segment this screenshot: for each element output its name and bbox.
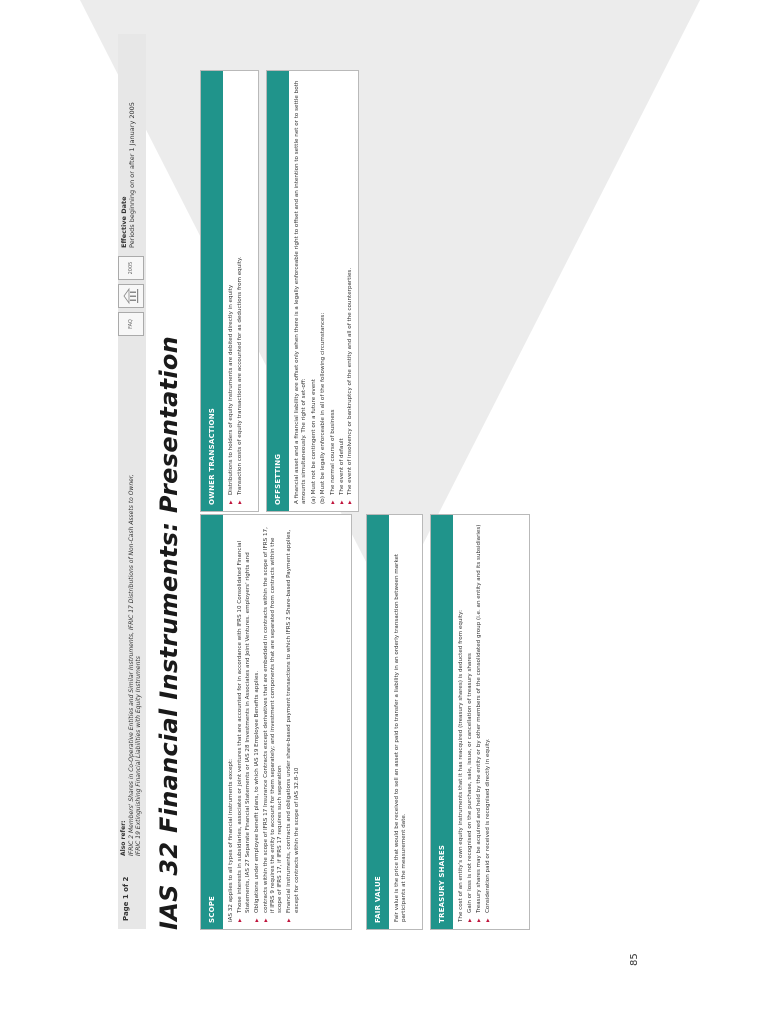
fair-value-content <box>389 515 415 929</box>
also-refer-line-2: IFRIC 19 Extinguishing Financial Liabilities with Equity Instruments <box>135 656 143 856</box>
scope-list <box>237 522 301 922</box>
fair-value-section <box>366 514 423 930</box>
list-item: ▶ Distributions to holders of equity instruments are debited directly in equity <box>228 78 235 504</box>
page-title: IAS 32 Financial Instruments: Presentation <box>155 335 183 930</box>
fair-value-heading: FAIR VALUE <box>367 515 389 929</box>
scope-intro: IAS 32 applies to all types of financial instruments except: <box>228 758 234 922</box>
page-label: Page 1 of 2 <box>122 876 130 921</box>
offsetting-section <box>266 70 359 512</box>
list-item: ▶ Those interests in subsidiaries, associates or joint ventures that are accounted for in accordance with IFRS 10 Consolidated Financial Statements, IAS 27 Separate Financial Statements or IAS 28 Investments in Associates and Joint Ventures. employers' rights and <box>237 522 252 922</box>
offsetting-heading: OFFSETTING <box>267 71 289 511</box>
scope-content <box>223 515 307 929</box>
list-item: ▶ Treasury shares may be acquired and held by the entity or by other members of the consolidated group (i.e. an entity and its subsidiaries) <box>476 522 483 922</box>
effective-heading: Effective Date <box>120 196 128 248</box>
also-refer-line-1: IFRIC 2 Members' Shares in Co-Operative Entities and Similar Instruments, IFRIC 17 Distributions of Non-Cash Assets to Owner, <box>127 474 135 856</box>
list-item: ▶ Consideration paid or received is recognised directly in equity. <box>485 522 492 922</box>
calendar-icon: 2005 <box>118 256 144 280</box>
treasury-list <box>467 522 492 922</box>
also-refer-heading: Also refer: <box>120 820 127 856</box>
list-item: ▶ The normal course of business <box>330 78 337 504</box>
list-item: ▶ Gain or loss is not recognised on the purchase, sale, issue, or cancellation of treasury shares <box>467 522 474 922</box>
offsetting-line-b: (b) Must be legally enforceable in all of the following circumstances: <box>320 312 327 504</box>
scope-section <box>200 514 352 930</box>
list-item: ▶ The event of default <box>339 78 346 504</box>
list-item: ▶ Obligations under employee benefit plans, to which IAS 19 Employee Benefits applies. <box>254 522 261 922</box>
page-number: 85 <box>629 953 640 966</box>
owner-list <box>228 78 244 504</box>
owner-heading: OWNER TRANSACTIONS <box>201 71 223 511</box>
owner-content <box>223 71 250 511</box>
treasury-heading: TREASURY SHARES <box>431 515 453 929</box>
also-refer <box>120 256 143 856</box>
offsetting-content <box>289 71 360 511</box>
list-item: ▶ Financial instruments, contracts and obligations under share-based payment transactions to which IFRS 2 Share-based Payment applies, except for contracts within the scope of IAS 32.8-10 <box>286 522 301 922</box>
treasury-shares-section <box>430 514 530 930</box>
bank-icon <box>118 284 144 308</box>
fair-value-text: Fair value is the price that would be received to sell an asset or paid to transfer a liability in an orderly transaction between market participants at the measurement date. <box>394 553 408 922</box>
effective-date <box>120 102 136 248</box>
list-item: ▶ Transaction costs of equity transactions are accounted for as deductions from equity. <box>237 78 244 504</box>
offsetting-line-a: (a) Must not be contingent on a future event <box>310 379 317 504</box>
treasury-intro: The cost of an entity's own equity instruments that it has reacquired (treasury shares) is deducted from equity: <box>458 610 464 922</box>
effective-text: Periods beginning on or after 1 January 2005 <box>128 102 136 248</box>
list-item: ▶ contracts within the scope of IFRS 17 Insurance Contracts except derivatives that are embedded in contracts within the scope of IFRS 17, if IFRS 9 requires the entity to account for them separately; and investment components that are separated from contracts within the scope of IFRS 17, if IFRS 17 requires such separation <box>263 522 285 922</box>
list-item: ▶ The event of insolvency or bankruptcy of the entity and all of the counterparties. <box>347 78 354 504</box>
scope-heading: SCOPE <box>201 515 223 929</box>
owner-transactions-section <box>200 70 259 512</box>
offsetting-intro: A financial asset and a financial liability are offset only when there is a legally enforceable right to offset and an intention to settle net or to settle both amounts simultaneously. The right of set-off: <box>294 80 308 504</box>
faq-icon: FAQ <box>118 312 144 336</box>
offsetting-list <box>330 78 355 504</box>
treasury-content <box>453 515 498 929</box>
